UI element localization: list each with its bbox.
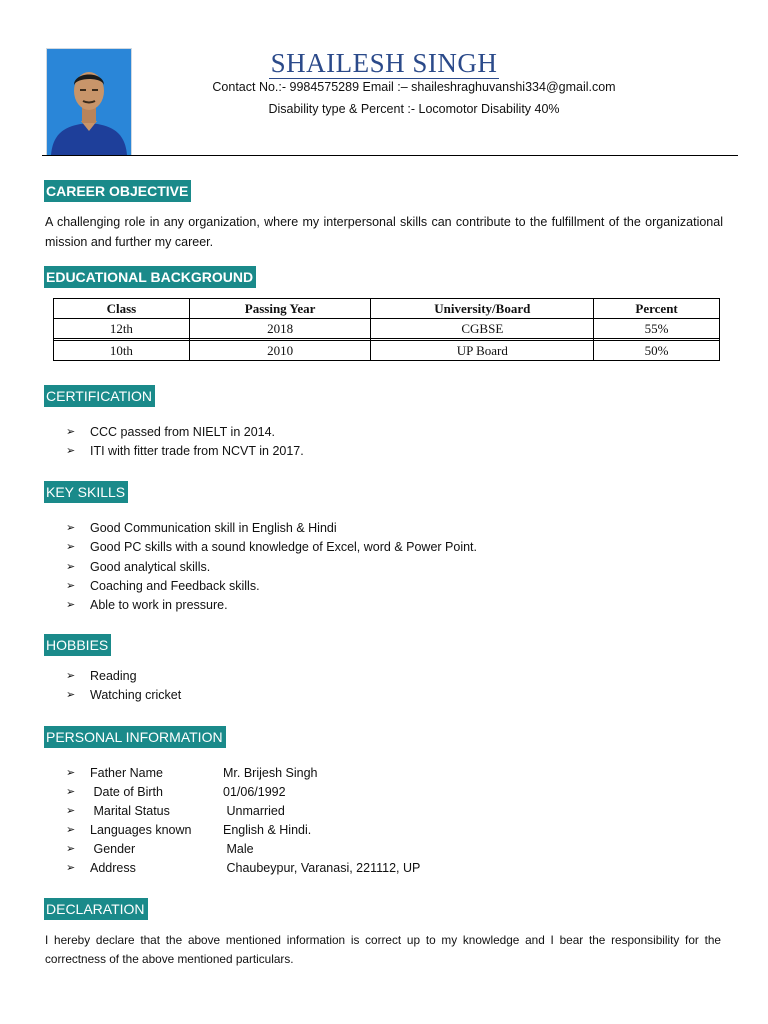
hobbies-list	[66, 667, 181, 706]
key-skills-heading: KEY SKILLS	[44, 481, 128, 503]
list-item: ➢ CCC passed from NIELT in 2014.	[66, 423, 304, 442]
declaration-text: I hereby declare that the above mentioned information is correct up to my knowledge and I bear the responsibility for the correctness of the above mentioned particulars.	[45, 933, 721, 966]
arrow-bullet-icon: ➢	[66, 445, 76, 458]
arrow-bullet-icon: ➢	[66, 426, 76, 438]
arrow-bullet-icon: ➢	[66, 579, 76, 592]
field-value: Chaubeypur, Varanasi, 221112, UP	[223, 861, 421, 875]
field-label: Gender	[90, 842, 136, 856]
list-item: ➢ Watching cricket	[66, 686, 181, 705]
table-row	[54, 341, 720, 361]
education-heading: EDUCATIONAL BACKGROUND	[44, 266, 256, 288]
field-value: English & Hindi.	[223, 823, 312, 837]
list-item: ➢ Good analytical skills.	[66, 558, 477, 577]
table-cell: 50%	[594, 341, 720, 361]
list-item: ➢ Able to work in pressure.	[66, 596, 477, 615]
arrow-bullet-icon: ➢	[66, 824, 76, 836]
table-cell: 55%	[594, 319, 720, 339]
arrow-bullet-icon: ➢	[66, 599, 76, 612]
table-cell: 10th	[54, 341, 190, 361]
arrow-bullet-icon: ➢	[66, 670, 76, 682]
candidate-name: SHAILESH SINGH	[270, 48, 498, 78]
field-value: Male	[223, 842, 254, 856]
arrow-bullet-icon: ➢	[66, 689, 76, 702]
field-label: Marital Status	[90, 804, 170, 818]
column-header: Percent	[594, 299, 720, 319]
arrow-bullet-icon: ➢	[66, 843, 76, 855]
table-cell: 12th	[54, 319, 190, 339]
contact-line: Contact No.:- 9984575289 Email :– shaileshraghuvanshi334@gmail.com	[212, 80, 616, 94]
hobbies-heading: HOBBIES	[44, 634, 111, 656]
column-header: Passing Year	[189, 299, 371, 319]
certification-list	[66, 423, 304, 462]
disability-line: Disability type & Percent :- Locomotor Disability 40%	[268, 102, 560, 116]
field-label: Date of Birth	[90, 785, 163, 799]
header-divider	[42, 155, 738, 156]
field-label: Father Name	[90, 766, 163, 780]
table-cell: 2010	[189, 341, 371, 361]
arrow-bullet-icon: ➢	[66, 862, 76, 874]
list-item: ➢ Reading	[66, 667, 181, 686]
education-table	[53, 298, 720, 361]
arrow-bullet-icon: ➢	[66, 522, 76, 534]
certification-heading: CERTIFICATION	[44, 385, 155, 407]
key-skills-list	[66, 519, 477, 615]
table-cell: UP Board	[371, 341, 594, 361]
field-label: Languages known	[90, 823, 192, 837]
table-cell: 2018	[189, 319, 371, 339]
career-objective-heading: CAREER OBJECTIVE	[44, 180, 191, 202]
arrow-bullet-icon: ➢	[66, 786, 76, 798]
arrow-bullet-icon: ➢	[66, 541, 76, 554]
field-value: Unmarried	[223, 804, 285, 818]
list-item: ➢ Good Communication skill in English & Hindi	[66, 519, 477, 538]
list-item: ➢ Coaching and Feedback skills.	[66, 577, 477, 596]
list-item: ➢ Good PC skills with a sound knowledge of Excel, word & Power Point.	[66, 538, 477, 557]
education-table-header	[54, 299, 720, 319]
personal-info-heading: PERSONAL INFORMATION	[44, 726, 226, 748]
arrow-bullet-icon: ➢	[66, 767, 76, 779]
arrow-bullet-icon: ➢	[66, 560, 76, 573]
field-label: Address	[90, 861, 136, 875]
table-cell: CGBSE	[371, 319, 594, 339]
career-objective-text: A challenging role in any organization, where my interpersonal skills can contribute to the fulfillment of the organizational mission and further my career.	[45, 215, 723, 249]
column-header: Class	[54, 299, 190, 319]
column-header: University/Board	[371, 299, 594, 319]
field-value: 01/06/1992	[223, 785, 286, 799]
declaration-heading: DECLARATION	[44, 898, 148, 920]
table-row	[54, 319, 720, 339]
arrow-bullet-icon: ➢	[66, 805, 76, 817]
list-item: ➢ ITI with fitter trade from NCVT in 2017.	[66, 442, 304, 461]
field-value: Mr. Brijesh Singh	[223, 766, 318, 780]
